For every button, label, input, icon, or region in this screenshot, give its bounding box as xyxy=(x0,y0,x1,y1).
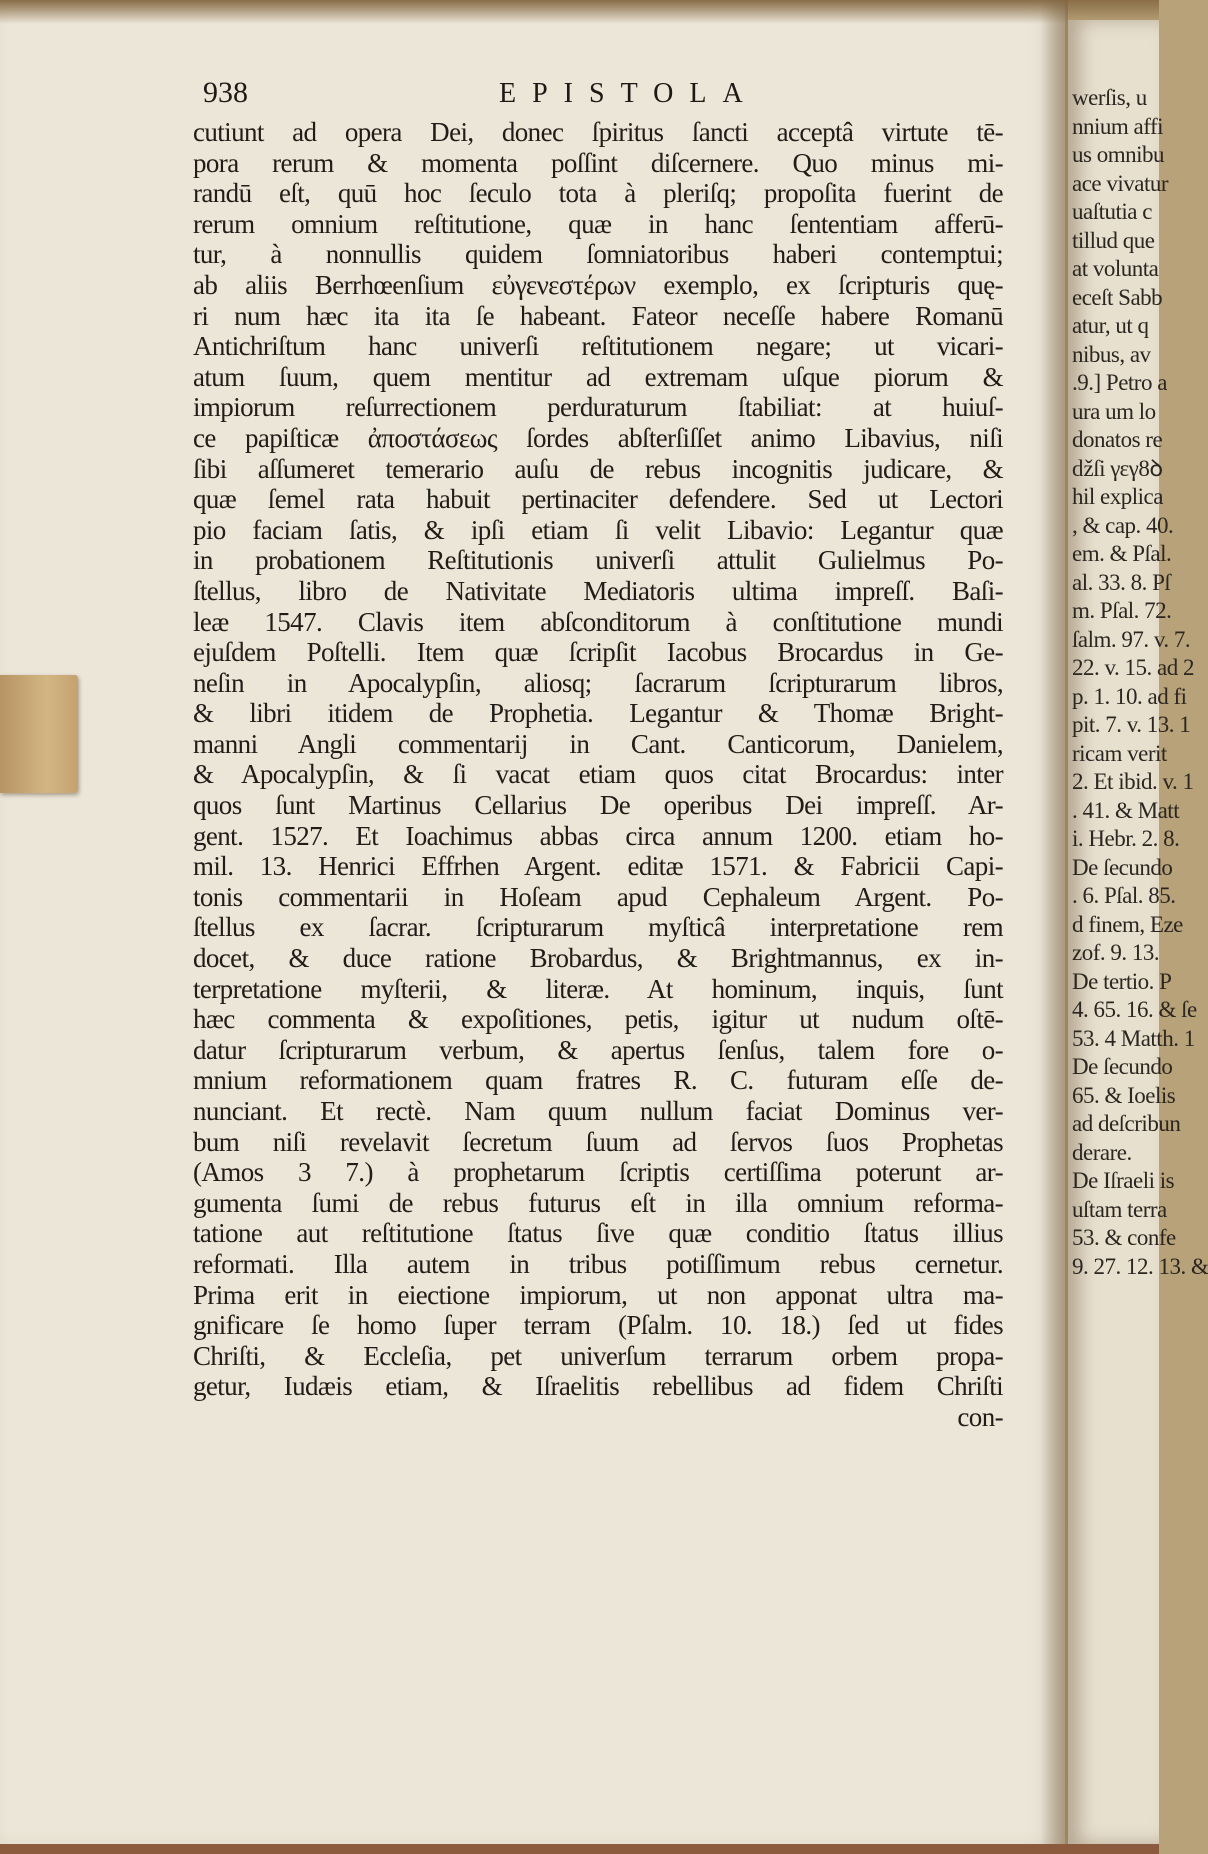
text-line: ri num hæc ita ita ſe habeant. Fateor neceſſe habere Romanū xyxy=(193,300,1003,331)
text-line: reformati. Illa autem in tribus potiſſimum rebus cernetur. xyxy=(193,1248,1003,1279)
text-line: gnificare ſe homo ſuper terram (Pſalm. 10. 18.) ſed ut fides xyxy=(193,1310,1003,1341)
text-line: in probationem Reſtitutionis univerſi attulit Gulielmus Po- xyxy=(193,545,1003,576)
margin-note: uſtam terra xyxy=(1072,1196,1167,1222)
margin-note: . 41. & Matt xyxy=(1072,797,1180,823)
text-line: quæ ſemel rata habuit pertinaciter defendere. Sed ut Lectori xyxy=(193,484,1003,515)
text-line: ſtellus ex ſacrar. ſcripturarum myſticâ interpretatione rem xyxy=(193,912,1003,943)
text-line: nunciant. Et rectè. Nam quum nullum faciat Dominus ver- xyxy=(193,1096,1003,1126)
text-line: ce papiſticæ ἀποστάσεως ſordes abſterſiſſet animo Libavius, niſi xyxy=(193,422,1003,453)
margin-note: 4. 65. 16. & ſe xyxy=(1072,997,1197,1022)
paper-bookmark-tab xyxy=(0,675,78,793)
running-head: EPISTOLA xyxy=(499,78,759,109)
text-line: neſin in Apocalypſin, aliosq; ſacrarum ſcripturarum libros, xyxy=(193,667,1003,698)
margin-note: eceſt Sabb xyxy=(1072,284,1163,310)
margin-note: De Iſraeli is xyxy=(1072,1168,1175,1193)
text-line: ſibi aſſumeret temerario auſu de rebus incognitis judicare, & xyxy=(193,453,1003,484)
text-line: terpretatione myſterii, & literæ. At hominum, inquis, ſunt xyxy=(193,973,1003,1004)
margin-note: ſalm. 97. v. 7. xyxy=(1072,626,1191,652)
text-line: cutiunt ad opera Dei, donec ſpiritus ſancti acceptâ virtute tē- xyxy=(193,117,1003,147)
top-edge-shadow xyxy=(0,0,1159,24)
text-line: gent. 1527. Et Ioachimus abbas circa annum 1200. etiam ho- xyxy=(193,820,1003,851)
text-line: tur, à nonnullis quidem ſomniatoribus haberi contemptui; xyxy=(193,239,1003,270)
margin-note: p. 1. 10. ad fi xyxy=(1072,683,1187,709)
margin-note: us omnibu xyxy=(1072,142,1164,167)
margin-note: at volunta xyxy=(1072,256,1159,281)
margin-note: ad deſcribun xyxy=(1072,1111,1181,1136)
margin-note: d finem, Eze xyxy=(1072,911,1183,937)
text-line: rerum omnium reſtitutione, quæ in hanc ſententiam afferū- xyxy=(193,208,1003,239)
catchword: con- xyxy=(957,1401,1003,1432)
text-line: docet, & duce ratione Brobardus, & Brightmannus, ex in- xyxy=(193,943,1003,974)
text-line: randū eſt, quū hoc ſeculo tota à pleriſq; propoſita fuerint de xyxy=(193,178,1003,209)
margin-note: 53. & confe xyxy=(1072,1225,1176,1250)
text-line: impiorum reſurrectionem perduraturum ſtabiliat: at huiuſ- xyxy=(193,392,1003,423)
margin-note: 65. & Ioelis xyxy=(1072,1082,1176,1108)
text-line: ejuſdem Poſtelli. Item quæ ſcripſit Iacobus Brocardus in Ge- xyxy=(193,637,1003,668)
margin-note: 22. v. 15. ad 2 xyxy=(1072,655,1194,680)
margin-note: ace vivatur xyxy=(1072,170,1169,196)
text-line: Antichriſtum hanc univerſi reſtitutionem negare; ut vicari- xyxy=(193,331,1003,362)
text-line: leæ 1547. Clavis item abſconditorum à conſtitutione mundi xyxy=(193,606,1003,637)
margin-note: werſis, u xyxy=(1072,85,1147,110)
text-line: datur ſcripturarum verbum, & apertus ſenſus, talem fore o- xyxy=(193,1034,1003,1065)
margin-note: zof. 9. 13. xyxy=(1072,940,1160,965)
text-line: & Apocalypſin, & ſi vacat etiam quos citat Brocardus: inter xyxy=(193,759,1003,790)
text-line: pora rerum & momenta poſſint diſcernere. Quo minus mi- xyxy=(193,147,1003,178)
text-line: ab aliis Berrhœenſium εὐγενεστέρων exemplo, ex ſcripturis quę- xyxy=(193,269,1003,300)
margin-note: 53. 4 Matth. 1 xyxy=(1072,1025,1195,1051)
margin-note: al. 33. 8. Pſ xyxy=(1072,569,1171,595)
text-line: getur, Iudæis etiam, & Iſraelitis rebellibus ad fidem Chriſti xyxy=(193,1371,1003,1402)
text-line: quos ſunt Martinus Cellarius De operibus Dei impreſſ. Ar- xyxy=(193,790,1003,821)
text-line: hæc commenta & expoſitiones, petis, igitur ut nudum oſtē- xyxy=(193,1004,1003,1035)
margin-note: donatos re xyxy=(1072,427,1163,452)
margin-note: em. & Pſal. xyxy=(1072,541,1172,566)
margin-note: De ſecundo xyxy=(1072,854,1173,880)
margin-note: atur, ut q xyxy=(1072,313,1149,338)
margin-note: derare. xyxy=(1072,1139,1132,1165)
margin-note: ura um lo xyxy=(1072,398,1156,424)
text-line: tonis commentarii in Hoſeam apud Cephaleum Argent. Po- xyxy=(193,881,1003,912)
margin-note: . 6. Pſal. 85. xyxy=(1072,883,1176,908)
body-text xyxy=(193,117,1003,1433)
text-line: mnium reformationem quam fratres R. C. futuram eſſe de- xyxy=(193,1065,1003,1096)
margin-note: , & cap. 40. xyxy=(1072,512,1174,538)
text-line: manni Angli commentarij in Cant. Canticorum, Danielem, xyxy=(193,728,1003,759)
margin-note: 2. Et ibid. v. 1 xyxy=(1072,769,1194,794)
margin-note: i. Hebr. 2. 8. xyxy=(1072,826,1180,851)
text-line: pio faciam ſatis, & ipſi etiam ſi velit Libavio: Legantur quæ xyxy=(193,514,1003,545)
text-line: (Amos 3 7.) à prophetarum ſcriptis certiſſima poterunt ar- xyxy=(193,1157,1003,1188)
text-line: & libri itidem de Prophetia. Legantur & Thomæ Bright- xyxy=(193,698,1003,729)
text-line: Prima erit in eiectione impiorum, ut non apponat ultra ma- xyxy=(193,1279,1003,1310)
margin-note: pit. 7. v. 13. 1 xyxy=(1072,712,1191,737)
margin-note: hil explica xyxy=(1072,484,1163,509)
text-line: gumenta ſumi de rebus futurus eſt in illa omnium reforma- xyxy=(193,1187,1003,1218)
book-spine-shadow xyxy=(1040,0,1068,1854)
margin-note: 9. 27. 12. 13. & xyxy=(1072,1253,1208,1279)
text-line: ſtellus, libro de Nativitate Mediatoris ultima impreſſ. Baſi- xyxy=(193,575,1003,606)
margin-note: tillud que xyxy=(1072,227,1155,253)
margin-note: uaſtutia c xyxy=(1072,199,1152,224)
page-number: 938 xyxy=(203,76,248,109)
margin-note: nibus, av xyxy=(1072,341,1151,367)
page-bottom-edge xyxy=(0,1844,1159,1854)
margin-note: ricam verit xyxy=(1072,740,1167,766)
margin-note: De tertio. P xyxy=(1072,968,1172,994)
margin-note: nnium affi xyxy=(1072,113,1164,139)
text-line: bum niſi revelavit ſecretum ſuum ad ſervos ſuos Prophetas xyxy=(193,1126,1003,1157)
page-header xyxy=(203,76,1003,112)
text-line: Chriſti, & Eccleſia, pet univerſum terrarum orbem propa- xyxy=(193,1340,1003,1371)
text-line: atum ſuum, quem mentitur ad extremam uſque piorum & xyxy=(193,361,1003,392)
margin-note: .9.] Petro a xyxy=(1072,370,1167,395)
text-line: mil. 13. Henrici Effrhen Argent. editæ 1571. & Fabricii Capi- xyxy=(193,851,1003,882)
text-line: tatione aut reſtitutione ſtatus ſive quæ conditio ſtatus illius xyxy=(193,1218,1003,1249)
margin-note: ǆſi γεγ8ꝺ xyxy=(1072,455,1163,481)
margin-note: m. Pſal. 72. xyxy=(1072,598,1172,623)
facing-page-edge xyxy=(1068,20,1208,1844)
margin-note: De ſecundo xyxy=(1072,1054,1173,1079)
